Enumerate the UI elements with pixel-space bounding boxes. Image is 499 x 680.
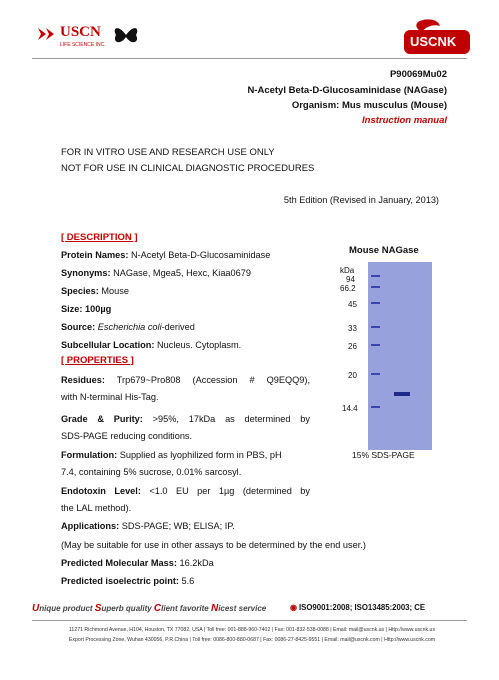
marker-label-33: 33 <box>348 324 357 333</box>
footer-divider <box>32 620 467 621</box>
ce-mark: CE <box>414 603 426 612</box>
formulation: Formulation: Supplied as lyophilized form in PBS, pH <box>61 450 282 460</box>
organism: Organism: Mus musculus (Mouse) <box>291 100 447 111</box>
properties-heading: [ PROPERTIES ] <box>61 355 134 366</box>
uscnk-logo <box>404 18 484 60</box>
description-heading: [ DESCRIPTION ] <box>61 232 138 243</box>
applications-note: (May be suitable for use in other assays to be determined by the end user.) <box>61 540 366 550</box>
source: Source: Escherichia coli-derived <box>61 322 195 332</box>
notice-clinical: NOT FOR USE IN CLINICAL DIAGNOSTIC PROCEDURES <box>61 163 315 174</box>
residues-cont: with N-terminal His-Tag. <box>61 392 159 402</box>
product-code: P90069Mu02 <box>389 69 447 80</box>
gel-caption: 15% SDS-PAGE <box>352 450 415 460</box>
uscn-logo-text: USCN <box>60 24 101 40</box>
uscnk-logo-text: USCNK <box>410 34 457 49</box>
iso-certifications: ◉ ISO9001:2008; ISO13485:2003; CE <box>290 603 426 612</box>
notice-research: FOR IN VITRO USE AND RESEARCH USE ONLY <box>61 147 275 158</box>
applications: Applications: SDS-PAGE; WB; ELISA; IP. <box>61 521 235 531</box>
marker-label-45: 45 <box>348 300 357 309</box>
size: Size: 100µg <box>61 304 112 314</box>
address-cn: Export Processing Zone, Wuhan 430056, P.R.China | Toll free: 0086-800-880-0687 | Fax: 0086-27-8425-9551 | Email: mail@uscnk.com | Http://www.uscnk.com <box>68 637 436 643</box>
edition: 5th Edition (Revised in January, 2013) <box>283 195 439 205</box>
butterfly-icon <box>112 22 140 48</box>
gel-title: Mouse NAGase <box>349 245 419 256</box>
formulation-cont: 7.4, containing 5% sucrose, 0.01% sarcosyl. <box>61 467 242 477</box>
uscn-logo-sub: LIFE SCIENCE INC. <box>60 42 106 48</box>
species: Species: Mouse <box>61 286 129 296</box>
grade-purity: Grade & Purity: >95%, 17kDa as determined by <box>61 414 310 424</box>
endotoxin-cont: the LAL method). <box>61 503 132 513</box>
marker-label-26: 26 <box>348 342 357 351</box>
molecular-mass: Predicted Molecular Mass: 16.2kDa <box>61 558 214 568</box>
residues: Residues: Trp679~Pro808 (Accession # Q9EQQ9), <box>61 375 310 385</box>
uscn-logo <box>32 18 152 58</box>
grade-purity-cont: SDS-PAGE reducing conditions. <box>61 431 193 441</box>
gel-image <box>340 262 434 452</box>
protein-band <box>394 392 410 396</box>
isoelectric-point: Predicted isoelectric point: 5.6 <box>61 576 195 586</box>
cert-icon: ◉ <box>290 603 297 612</box>
marker-label-94: 94 <box>346 275 355 284</box>
manual-label: Instruction manual <box>362 115 447 126</box>
subcellular-location: Subcellular Location: Nucleus. Cytoplasm. <box>61 340 242 350</box>
synonyms: Synonyms: NAGase, Mgea5, Hexc, Kiaa0679 <box>61 268 251 278</box>
gel-unit: kDa <box>340 266 355 275</box>
endotoxin: Endotoxin Level: <1.0 EU per 1µg (determined by <box>61 486 310 496</box>
address-us: 11271 Richmond Avenue, H104, Houston, TX 77082, USA | Toll free: 001-888-960-7402 | Fax: 001-832-538-0088 | Email: mail@uscnk.us | Http://www.uscnk.us <box>68 627 436 633</box>
marker-label-20: 20 <box>348 371 357 380</box>
marker-label-14: 14.4 <box>342 404 358 413</box>
slogan: Unique product Superb quality Client favorite Nicest service <box>32 603 267 614</box>
product-name: N-Acetyl Beta-D-Glucosaminidase (NAGase) <box>247 85 447 96</box>
marker-label-66: 66.2 <box>340 284 356 293</box>
header-divider <box>32 58 467 59</box>
arrow-logo-icon <box>38 28 46 40</box>
protein-names: Protein Names: N-Acetyl Beta-D-Glucosaminidase <box>61 250 271 260</box>
